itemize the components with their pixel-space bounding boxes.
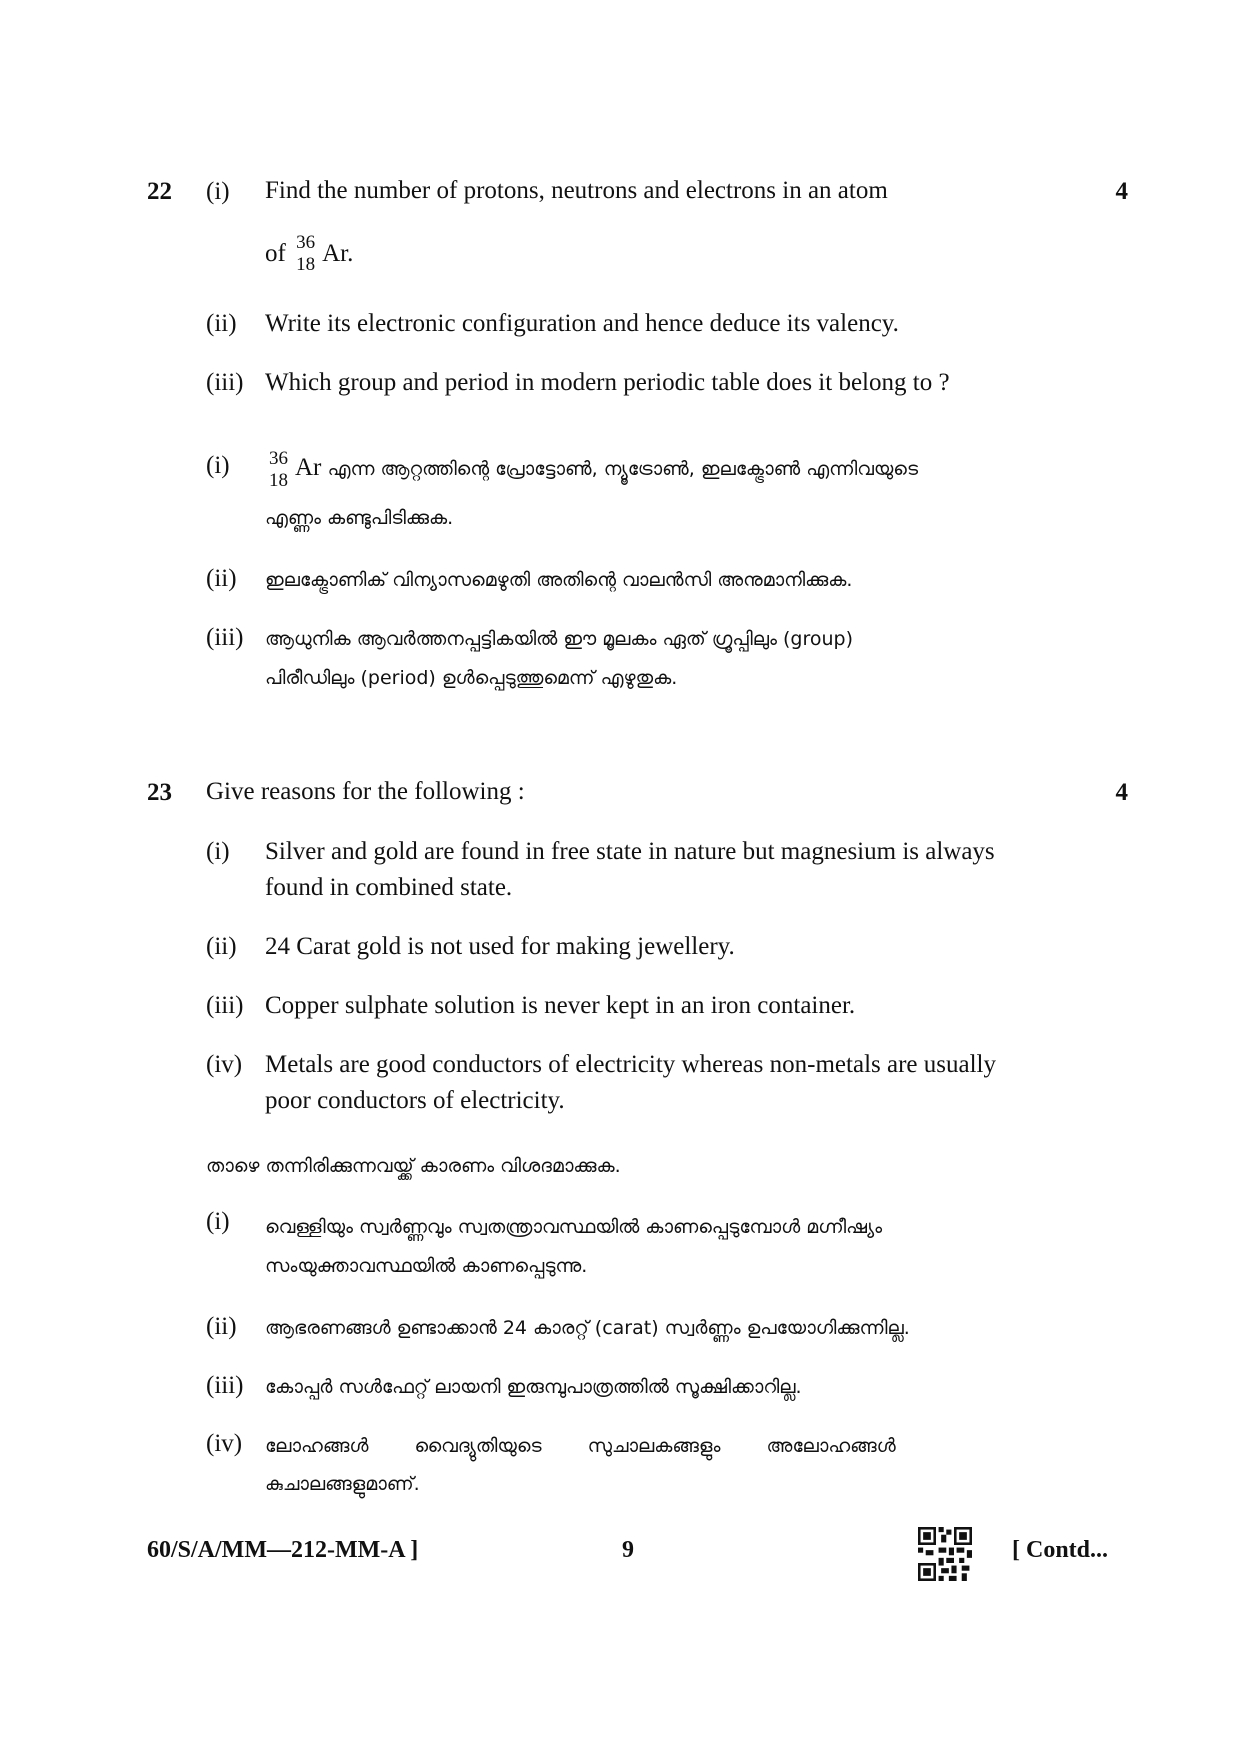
question-number: 23 (147, 779, 172, 806)
part-label: (ii) (206, 1313, 237, 1340)
malayalam-text: പിരീഡിലും (period) ഉൾപ്പെടുത്തുമെന്ന് എഴുതുക. (265, 667, 678, 689)
question-text-line (265, 231, 354, 275)
question-text: Metals are good conductors of electricity whereas non-metals are usually (265, 1051, 996, 1078)
part-label: (i) (206, 452, 230, 479)
part-label: (i) (206, 838, 230, 865)
part-label: (iv) (206, 1051, 243, 1078)
part-label: (ii) (206, 565, 237, 592)
malayalam-text: ആധുനിക ആവർത്തനപ്പട്ടികയിൽ ഈ മൂലകം ഏത് ഗ്രൂപ്പിലും (group) (265, 628, 853, 650)
question-text: Write its electronic configuration and hence deduce its valency. (265, 310, 899, 337)
malayalam-text: ആഭരണങ്ങൾ ഉണ്ടാക്കാൻ 24 കാരറ്റ് (carat) സ്വർണ്ണം ഉപയോഗിക്കുന്നില്ല. (265, 1317, 910, 1339)
qr-code-icon (918, 1527, 972, 1581)
question-text-ml (265, 447, 919, 491)
question-marks: 4 (1115, 779, 1128, 806)
question-text: Which group and period in modern periodic table does it belong to ? (265, 369, 950, 396)
question-text: Silver and gold are found in free state in nature but magnesium is always (265, 838, 995, 865)
part-label: (ii) (206, 310, 237, 337)
element-symbol: Ar (295, 454, 322, 481)
question-marks: 4 (1115, 178, 1128, 205)
atomic-number: 18 (269, 470, 288, 491)
malayalam-text: കുചാലങ്ങളുമാണ്. (265, 1473, 420, 1495)
element-symbol: Ar (322, 240, 348, 267)
malayalam-text: സംയുക്താവസ്ഥയിൽ കാണപ്പെടുന്നു. (265, 1255, 588, 1277)
question-text: poor conductors of electricity. (265, 1087, 565, 1114)
atomic-number: 18 (296, 254, 316, 275)
part-label: (iv) (206, 1430, 243, 1457)
malayalam-text: കോപ്പർ സൾഫേറ്റ് ലായനി ഇരുമ്പുപാത്രത്തിൽ സൂക്ഷിക്കാറില്ല. (265, 1376, 802, 1398)
question-heading: Give reasons for the following : (206, 778, 525, 805)
malayalam-text: വെള്ളിയും സ്വർണ്ണവും സ്വതന്ത്രാവസ്ഥയിൽ കാണപ്പെടുമ്പോൾ മഗ്നീഷ്യം (265, 1216, 883, 1238)
part-label: (iii) (206, 992, 244, 1019)
malayalam-text: ഇലക്ട്രോണിക് വിന്യാസമെഴുതി അതിന്റെ വാലൻസി അനുമാനിക്കുക. (265, 569, 853, 591)
nuclide-notation (292, 231, 322, 275)
part-label: (ii) (206, 933, 237, 960)
continued-label: [ Contd... (1012, 1537, 1109, 1563)
question-text: Copper sulphate solution is never kept in an iron container. (265, 992, 856, 1019)
part-label: (i) (206, 178, 230, 205)
question-number: 22 (147, 178, 172, 205)
text-prefix: of (265, 240, 286, 267)
malayalam-heading: താഴെ തന്നിരിക്കുന്നവയ്ക്ക് കാരണം വിശദമാക്കുക. (206, 1155, 621, 1177)
malayalam-text: എണ്ണം കണ്ടുപിടിക്കുക. (265, 507, 454, 529)
part-label: (iii) (206, 624, 244, 651)
page-number: 9 (622, 1537, 634, 1563)
question-text: 24 Carat gold is not used for making jewellery. (265, 933, 735, 960)
nuclide-notation (265, 447, 295, 491)
malayalam-text: ലോഹങ്ങൾ വൈദ്യുതിയുടെ സുചാലകങ്ങളും അലോഹങ്ങൾ (265, 1435, 896, 1457)
paper-code: 60/S/A/MM—212-MM-A ] (147, 1537, 419, 1563)
text-suffix: . (347, 240, 354, 267)
malayalam-text: എന്ന ആറ്റത്തിന്റെ പ്രോട്ടോൺ, ന്യൂട്രോൺ, ഇലക്ട്രോൺ എന്നിവയുടെ (327, 458, 919, 480)
part-label: (iii) (206, 369, 244, 396)
mass-number: 36 (269, 448, 288, 469)
mass-number: 36 (296, 232, 316, 253)
question-text: found in combined state. (265, 874, 513, 901)
part-label: (iii) (206, 1372, 244, 1399)
part-label: (i) (206, 1208, 230, 1235)
question-text: Find the number of protons, neutrons and electrons in an atom (265, 177, 888, 204)
